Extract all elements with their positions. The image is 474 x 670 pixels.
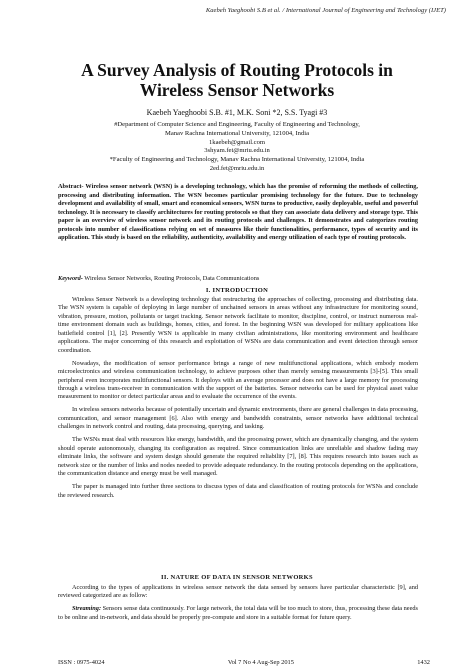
keywords-label: Keyword-: [58, 275, 83, 282]
affiliation-line: #Department of Computer Science and Engineering, Faculty of Engineering and Technology,: [114, 121, 360, 128]
running-head: Kaebeh Yaeghoobi S.B et al. / International Journal of Engineering and Technology (IJET): [205, 7, 446, 14]
footer-issn: ISSN : 0975-4024: [58, 659, 105, 666]
title-line-1: A Survey Analysis of Routing Protocols in: [81, 60, 393, 80]
email-line: 1kaebeh@gmail.com: [208, 138, 266, 146]
paragraph: Nowadays, the modification of sensor performance brings a range of new multifunctional applications, which embody modern microelectronics and wireless communication technology, to achieve purposes other than merely sensing measurements [3]-[5]. This small peripheral even incorporates multifunctional sensors. It deploys with an average processor and does not have a large memory for processing through a wireless trans-receiver in communication with the support of the batteries. Sensor networks can be used for physical asset value measurement to monitor or detect particular areas and to evaluate the occurrence of the events.: [58, 359, 418, 401]
affiliations: [30, 121, 444, 174]
author-list: Kaebeh Yaeghoobi S.B. #1, M.K. Soni *2, S.S. Tyagi #3: [146, 108, 328, 117]
paragraph: The paper is managed into further three sections to discuss types of data and classification of routing protocols for WSNs and conclude the reviewed research.: [58, 483, 418, 499]
section-heading-nature-of-data: II. NATURE OF DATA IN SENSOR NETWORKS: [161, 574, 313, 581]
email-line: 2ed.fet@mriu.edu.in: [209, 164, 265, 172]
paper-title: [30, 60, 444, 100]
streaming-paragraph: [58, 605, 418, 622]
paragraph: According to the types of applications in wireless sensor network the data sensed by sensors have particular characteristic [9], and reviewed categorized are as follow:: [58, 584, 418, 600]
paragraph: In wireless sensors networks because of potentially uncertain and dynamic environments, there are general challenges in data processing, communication, and sensor management [6]. Also with energy and bandwidth constraints, sensor networks have additional technical challenges in network control and routing, data processing, querying, and tasking.: [58, 406, 418, 431]
affiliation-line: *Faculty of Engineering and Technology, Manav Rachna International University, 121004, India: [109, 156, 365, 164]
keywords: [58, 275, 418, 284]
email-line: 3shyam.fet@mriu.edu.in: [204, 147, 270, 155]
nature-of-data-body: [58, 584, 418, 627]
abstract: Abstract- Wireless sensor network (WSN) is a developing technology, which has the promise of reforming the methods of collecting, processing and distributing information. The WSN becomes particular promising technology for the future. Due to technology development and availability of small, smart and economical sensors, WSN turns to productive, easily deployable, useful and powerful technology. It is necessary to classify architectures for routing protocols so that they can associate data delivery and storage type. This paper is an overview of wireless sensor network and its routing protocols and challenges. It demonstrates and categorizes routing protocols into number of classifications relying on set of measures like their functionalities, performance, types of security and its application. This study is based on the reliability, authenticity, availability and energy utilization of each type of routing protocols.: [58, 183, 418, 241]
introduction-body: [58, 296, 418, 504]
paragraph: The WSNs must deal with resources like energy, bandwidth, and the processing power, which are dynamically changing, and the system should operate autonomously, changing its configuration as required. Since communication links are unreliable and shadow fading may eliminate links, the software and system design should generate the required reliability [7], [8]. This requires research into issues such as network size or the number of links and nodes needed to provide adequate redundancy. In the routing protocols depending on the applications, the communication distance and energy must be well managed.: [58, 436, 418, 478]
affiliation-line: Manav Rachna International University, 121004, India: [164, 129, 310, 137]
paragraph: Wireless Sensor Network is a developing technology that restructuring the approaches of collecting, processing and distributing data. The WSN system is capable of deploying in large number of unchained sensors in areas without any infrastructure for monitoring sound, vibration, pressure, motion, pollutants or target tracking. Sensor network facilitate to monitor, discipline, control, or instruct numerous real-time environment domain such as buildings, homes, cities, and forest. In the beginning WSN was developed for military applications like battlefield control [1], [2]. Presently WSN is applicable in many civilian administrations, like monitoring environment and healthcare applications. The major concerning of this research and exploitation of WSNs are data communication and event detection through sensor coordination.: [58, 296, 418, 354]
footer-page-number: 1432: [417, 659, 430, 666]
section-heading-introduction: I. INTRODUCTION: [205, 287, 269, 294]
keywords-text: Wireless Sensor Networks, Routing Protocols, Data Communications: [82, 275, 260, 282]
footer-volume: Vol 7 No 4 Aug-Sep 2015: [227, 659, 294, 666]
streaming-text: Sensors sense data continuously. For large network, the total data will be too much to store, thus, processing these data needs to be online and in-network, and data should be properly pre-compute and store in a suitable format for future query.: [58, 605, 418, 621]
page-footer: [58, 659, 430, 666]
title-line-2: Wireless Sensor Networks: [139, 80, 335, 100]
streaming-label: Streaming:: [72, 605, 102, 613]
